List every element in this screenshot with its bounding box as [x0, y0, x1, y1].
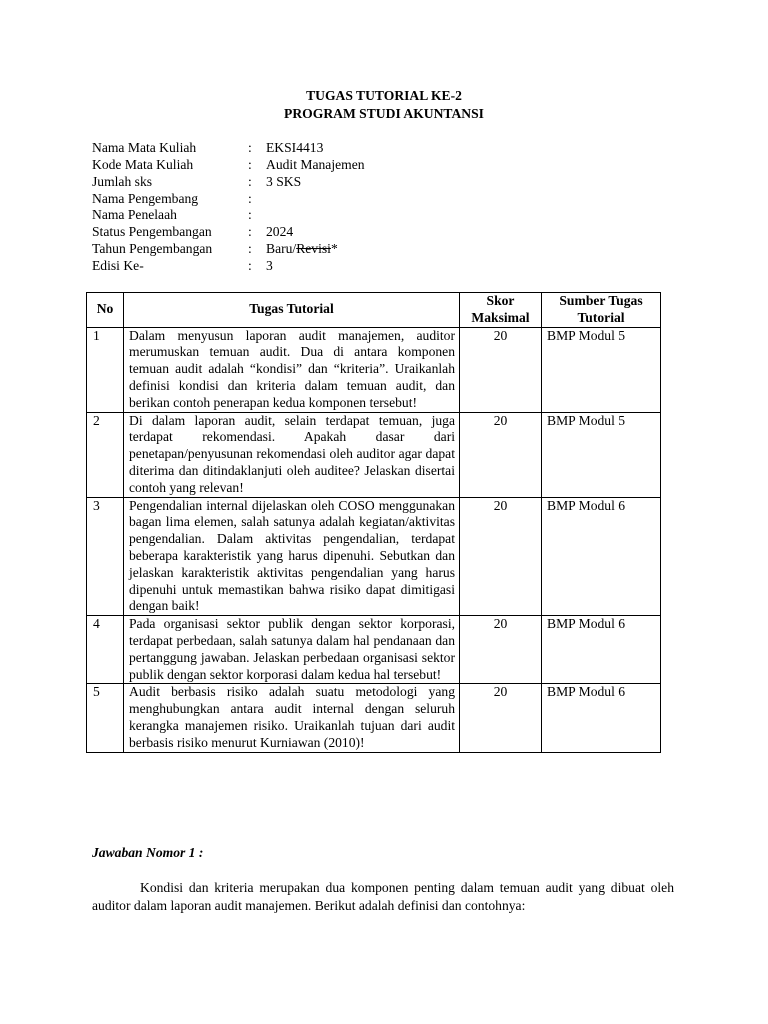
info-row-course-code: [92, 157, 365, 174]
row-task: Pengendalian internal dijelaskan oleh COSO menggunakan bagan lima elemen, salah satunya adalah kegiatan/aktivitas pengendalian. Dalam aktivitas pengendalian, terdapat beberapa karakteristik yang harus dipenuhi. Sebutkan dan jelaskan karakteristik aktivitas pengendalian yang harus dipenuhi untuk memastikan bahwa risiko dapat dimitigasi dengan baik!: [124, 497, 460, 616]
info-row-reviewer: [92, 207, 365, 224]
header-score-line2: Maksimal: [471, 309, 530, 325]
info-row-edition: [92, 258, 365, 275]
header-source-line1: Sumber Tugas: [559, 293, 643, 308]
answer-heading: Jawaban Nomor 1 :: [92, 845, 204, 860]
row-source: BMP Modul 6: [542, 497, 661, 616]
info-row-credits: [92, 174, 365, 191]
info-label: Nama Mata Kuliah: [92, 140, 197, 155]
table-row: [87, 497, 661, 616]
header-score-line1: Skor: [486, 293, 515, 308]
info-separator: :: [248, 224, 252, 240]
header-no: No: [87, 293, 124, 328]
row-number: 4: [87, 616, 124, 684]
info-row-development-year: [92, 241, 365, 258]
table-header-row: [87, 293, 661, 328]
table-row: [87, 684, 661, 752]
info-label: Status Pengembangan: [92, 224, 212, 240]
row-number: 5: [87, 684, 124, 752]
info-label: Nama Pengembang: [92, 190, 199, 206]
row-score: 20: [460, 616, 542, 684]
info-separator: :: [248, 190, 252, 206]
table-row: [87, 616, 661, 684]
row-score: 20: [460, 412, 542, 497]
info-label: Kode Mata Kuliah: [92, 156, 194, 172]
tutorial-task-table: [86, 292, 661, 753]
info-label: Edisi Ke-: [92, 257, 144, 273]
info-value: 2024: [266, 224, 294, 240]
course-info: [92, 140, 365, 275]
row-score: 20: [460, 684, 542, 752]
info-separator: :: [248, 156, 252, 172]
row-score: 20: [460, 497, 542, 616]
info-value: EKSI4413: [266, 140, 324, 155]
row-number: 2: [87, 412, 124, 497]
title-line-1: TUGAS TUTORIAL KE-2: [306, 88, 462, 103]
row-source: BMP Modul 6: [542, 684, 661, 752]
info-value-struck: Revisi: [296, 241, 331, 257]
info-separator: :: [248, 257, 252, 273]
header-score: [460, 293, 542, 328]
info-value: Audit Manajemen: [266, 156, 365, 172]
row-score: 20: [460, 327, 542, 412]
table-row: [87, 327, 661, 412]
row-source: BMP Modul 5: [542, 327, 661, 412]
header-task: Tugas Tutorial: [124, 293, 460, 328]
info-separator: :: [248, 241, 252, 257]
info-label: Tahun Pengembangan: [92, 241, 213, 257]
header-source-line2: Tutorial: [577, 309, 625, 325]
row-task: Audit berbasis risiko adalah suatu metodologi yang menghubungkan antara audit internal dengan seluruh kerangka manajemen risiko. Uraikanlah tujuan dari audit berbasis risiko menurut Kurniawan (2010)!: [124, 684, 460, 752]
row-source: BMP Modul 6: [542, 616, 661, 684]
row-task: Di dalam laporan audit, selain terdapat temuan, juga terdapat rekomendasi. Apakah dasar dari penetapan/penyusunan rekomendasi oleh auditor agar dapat diterima dan ditindaklanjuti oleh auditee? Jelaskan disertai contoh yang relevan!: [124, 412, 460, 497]
row-task: Pada organisasi sektor publik dengan sektor korporasi, terdapat perbedaan, salah satunya dalam hal pendanaan dan pertanggung jawaban. Jelaskan perbedaan organisasi sektor publik dengan sektor korporasi dalam kedua hal tersebut!: [124, 616, 460, 684]
answer-paragraph: Kondisi dan kriteria merupakan dua komponen penting dalam temuan audit yang dibuat oleh auditor dalam laporan audit manajemen. Berikut adalah definisi dan contohnya:: [92, 880, 674, 913]
info-row-developer: [92, 191, 365, 208]
row-task: Dalam menyusun laporan audit manajemen, auditor merumuskan temuan audit. Dua di antara komponen temuan audit adalah “kondisi” dan “kriteria”. Uraikanlah definisi kondisi dan kriteria dalam temuan audit, dan berikan contoh penerapan kedua komponen tersebut!: [124, 327, 460, 412]
row-number: 3: [87, 497, 124, 616]
info-value: 3 SKS: [266, 173, 302, 189]
info-row-course-name: [92, 140, 365, 157]
row-number: 1: [87, 327, 124, 412]
header-source: [542, 293, 661, 328]
info-label: Jumlah sks: [92, 173, 153, 189]
info-separator: :: [248, 173, 252, 189]
info-value-suffix: *: [330, 241, 338, 257]
title-line-2: PROGRAM STUDI AKUNTANSI: [284, 105, 484, 121]
row-source: BMP Modul 5: [542, 412, 661, 497]
document-title: [0, 87, 768, 122]
info-separator: :: [248, 140, 252, 155]
info-label: Nama Penelaah: [92, 207, 177, 223]
table-row: [87, 412, 661, 497]
info-value: 3: [266, 257, 273, 273]
info-row-development-status: [92, 224, 365, 241]
info-value-main: Baru/: [266, 241, 297, 257]
info-value: [266, 241, 338, 258]
info-separator: :: [248, 207, 252, 223]
